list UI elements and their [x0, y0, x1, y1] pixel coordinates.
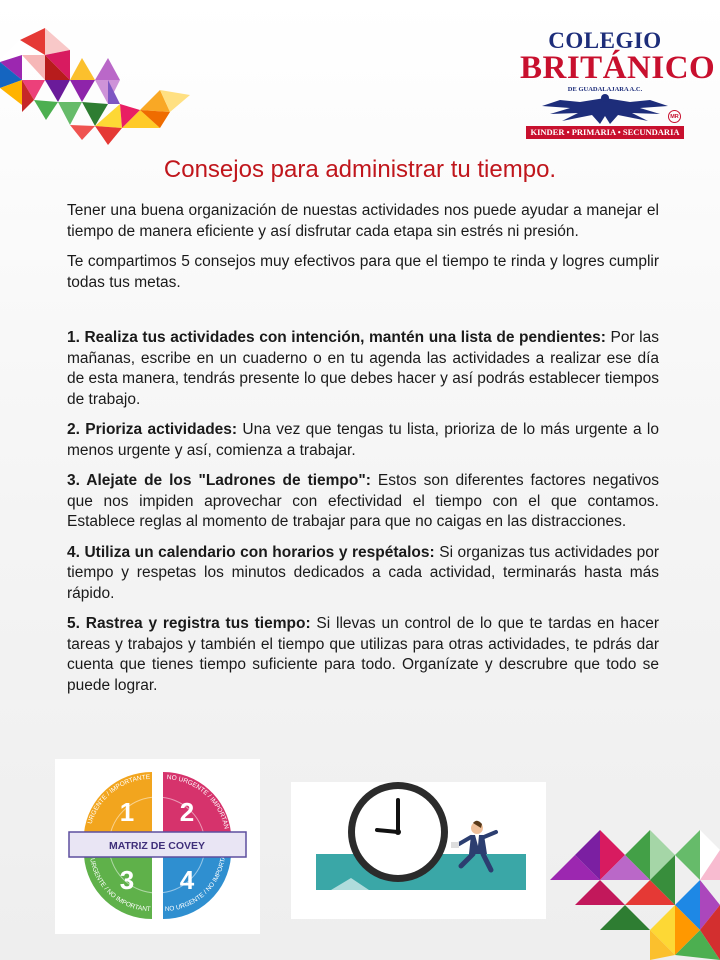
- tip-heading: 3. Alejate de los "Ladrones de tiempo":: [67, 472, 371, 489]
- intro-paragraph: Tener una buena organización de nuestas actividades nos puede ayudar a manejar el tiempo de manera eficiente y así disfrutar cada etapa sin estrés ni presión.: [67, 202, 659, 240]
- tip-body: Estos son diferentes factores negativos que nos impiden aprovechar con efectividad el tiempo con el que contamos. Establece reglas al momento de trabajar para que no caigas en las distracciones.: [67, 472, 659, 530]
- tip-item: [67, 543, 659, 605]
- page-title: Consejos para administrar tu tiempo.: [163, 156, 557, 183]
- tip-item: [67, 420, 659, 461]
- tip-body: Si organizas tus actividades por tiempo y respetas los minutos dedicados a cada actividad, terminarás hasta más rápido.: [67, 543, 659, 602]
- running-clock-image: [291, 782, 546, 919]
- tip-heading: 1. Realiza tus actividades con intención, mantén una lista de pendientes:: [67, 329, 606, 346]
- quadrant-1-number: 1: [119, 797, 135, 827]
- intro-paragraph: Te compartimos 5 consejos muy efectivos para que el tiempo te rinda y logres cumplir todas tus metas.: [67, 253, 659, 291]
- tip-heading: 4. Utiliza un calendario con horarios y respétalos:: [67, 543, 435, 561]
- logo-banner: KINDER • PRIMARIA • SECUNDARIA: [526, 126, 684, 139]
- quadrant-4-number: 4: [179, 865, 195, 895]
- tip-body: Por las mañanas, escribe en un cuaderno o en tu agenda las actividades a realizar ese día de esta manera, tendrás presente lo que debes hacer y así podrás establecer tiempos de trabajo.: [67, 329, 659, 408]
- tip-item: [67, 471, 659, 533]
- decorative-triangles-top-left: [0, 0, 200, 150]
- school-logo: [520, 28, 716, 144]
- logo-subtitle: DE GUADALAJARA A.C.: [567, 86, 643, 93]
- tip-item: [67, 614, 659, 696]
- quadrant-2-label: NO URGENTE / IMPORTAN: [166, 774, 230, 830]
- tip-heading: 5. Rastrea y registra tus tiempo:: [67, 615, 311, 632]
- covey-matrix-image: [55, 759, 260, 934]
- tip-item: [67, 328, 659, 410]
- eagle-emblem-icon: [520, 88, 690, 128]
- quadrant-1-label: URGENTE / IMPORTANTE: [86, 773, 151, 825]
- quadrant-3-label: URGENTE / NO IMPORTANT: [88, 857, 151, 914]
- quadrant-2-number: 2: [179, 797, 195, 827]
- registered-mark: MR: [668, 110, 681, 123]
- logo-line-colegio: COLEGIO: [548, 28, 662, 53]
- tip-body: Una vez que tengas tu lista, prioriza de lo más urgente a lo menos urgente y así, comienza a trabajar.: [67, 421, 659, 459]
- article-body: [67, 201, 659, 706]
- quadrant-4-label: NO URGENTE / NO IMPORT: [164, 858, 227, 914]
- matrix-center-label: MATRIZ DE COVEY: [108, 840, 206, 852]
- logo-line-britanico: BRITÁNICO: [520, 50, 716, 86]
- tip-body: Si llevas un control de lo que te tardas en hacer tareas y trabajos y también el tiempo que utilizas para otras actividades, te pdrás dar cuenta que tienes tiempo suficiente para todo. Organízate y descrubre que todo se puede lograr.: [67, 615, 659, 694]
- decorative-triangles-bottom-right: [550, 825, 720, 960]
- tip-heading: 2. Prioriza actividades:: [67, 421, 238, 438]
- quadrant-3-number: 3: [119, 865, 135, 895]
